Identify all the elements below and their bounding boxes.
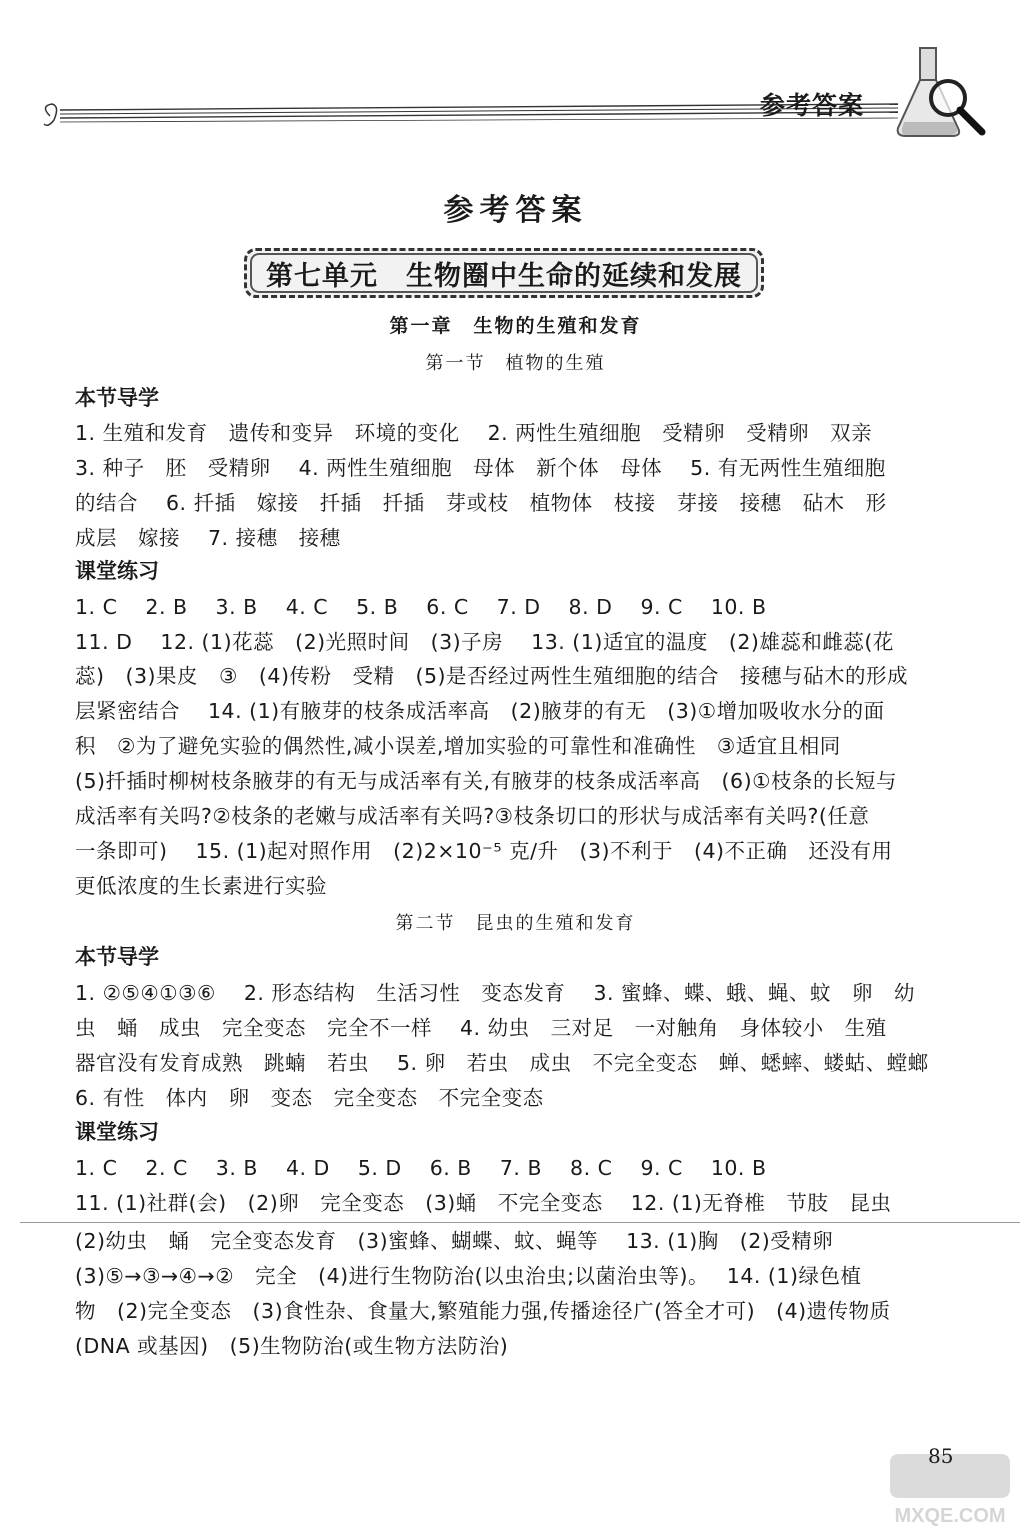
answer-line: 成活率有关吗?②枝条的老嫩与成活率有关吗?③枝条切口的形状与成活率有关吗?(任意 (75, 804, 870, 828)
answer-line: 11. D 12. (1)花蕊 (2)光照时间 (3)子房 13. (1)适宜的温度 (2)雄蕊和雌蕊(花 (75, 630, 894, 654)
header-title: 参考答案 (760, 91, 865, 120)
chapter-title: 第一章 生物的生殖和发育 (389, 315, 642, 337)
answer-line: 器官没有发育成熟 跳蝻 若虫 5. 卵 若虫 成虫 不完全变态 蝉、蟋蟀、蝼蛄、螳螂 (75, 1051, 929, 1075)
answer-line: 6. 有性 体内 卵 变态 完全变态 不完全变态 (75, 1086, 544, 1110)
page-fold-line (20, 1222, 1020, 1223)
answer-line: (DNA 或基因) (5)生物防治(或生物方法防治) (75, 1334, 509, 1358)
section-heading: 课堂练习 (75, 1120, 159, 1144)
answer-line: 更低浓度的生长素进行实验 (75, 874, 327, 898)
section-title: 第一节 植物的生殖 (425, 353, 606, 374)
answer-line: 成层 嫁接 7. 接穗 接穗 (75, 526, 341, 550)
answer-line: 蕊) (3)果皮 ③ (4)传粉 受精 (5)是否经过两性生殖细胞的结合 接穗与砧木的形成 (75, 664, 908, 688)
section-title: 第二节 昆虫的生殖和发育 (395, 913, 636, 934)
answer-line: (2)幼虫 蛹 完全变态发育 (3)蜜蜂、蝴蝶、蚊、蝇等 13. (1)胸 (2)受精卵 (75, 1229, 834, 1253)
answer-line: 层紧密结合 14. (1)有腋芽的枝条成活率高 (2)腋芽的有无 (3)①增加吸收水分的面 (75, 699, 885, 723)
unit-banner-text: 第七单元 生物圈中生命的延续和发展 (250, 253, 758, 293)
answer-line: 3. 种子 胚 受精卵 4. 两性生殖细胞 母体 新个体 母体 5. 有无两性生殖细胞 (75, 456, 886, 480)
answer-line: 1. C 2. C 3. B 4. D 5. D 6. B 7. B 8. C 9. C 10. B (75, 1156, 767, 1180)
section-heading: 课堂练习 (75, 559, 159, 583)
page-number: 85 (928, 1444, 954, 1468)
unit-banner (244, 248, 764, 298)
answer-line: (5)扦插时柳树枝条腋芽的有无与成活率有关,有腋芽的枝条成活率高 (6)①枝条的长短与 (75, 769, 897, 793)
answer-line: 虫 蛹 成虫 完全变态 完全不一样 4. 幼虫 三对足 一对触角 身体较小 生殖 (75, 1016, 887, 1040)
answer-line: (3)⑤→③→④→② 完全 (4)进行生物防治(以虫治虫;以菌治虫等)。 14. (1)绿色植 (75, 1264, 862, 1288)
answer-line: 物 (2)完全变态 (3)食性杂、食量大,繁殖能力强,传播途径广(答全才可) (4)遗传物质 (75, 1299, 891, 1323)
answer-line: 1. ②⑤④①③⑥ 2. 形态结构 生活习性 变态发育 3. 蜜蜂、蝶、蛾、蝇、蚊 卵 幼 (75, 981, 916, 1005)
section-heading: 本节导学 (75, 386, 159, 410)
answer-line: 11. (1)社群(会) (2)卵 完全变态 (3)蛹 不完全变态 12. (1)无脊椎 节肢 昆虫 (75, 1191, 892, 1215)
answer-line: 1. 生殖和发育 遗传和变异 环境的变化 2. 两性生殖细胞 受精卵 受精卵 双亲 (75, 421, 873, 445)
answer-line: 积 ②为了避免实验的偶然性,减小误差,增加实验的可靠性和准确性 ③适宜且相同 (75, 734, 841, 758)
svg-text:MXQE.COM: MXQE.COM (894, 1505, 1006, 1527)
answer-line: 一条即可) 15. (1)起对照作用 (2)2×10⁻⁵ 克/升 (3)不利于 (4)不正确 还没有用 (75, 839, 893, 863)
flask-magnifier-icon (890, 40, 990, 140)
section-heading: 本节导学 (75, 945, 159, 969)
page-header (0, 0, 1031, 160)
answer-line: 1. C 2. B 3. B 4. C 5. B 6. C 7. D 8. D 9. C 10. B (75, 595, 767, 619)
answer-line: 的结合 6. 扦插 嫁接 扦插 扦插 芽或枝 植物体 枝接 芽接 接穗 砧木 形 (75, 491, 887, 515)
page-title: 参考答案 (443, 193, 588, 228)
